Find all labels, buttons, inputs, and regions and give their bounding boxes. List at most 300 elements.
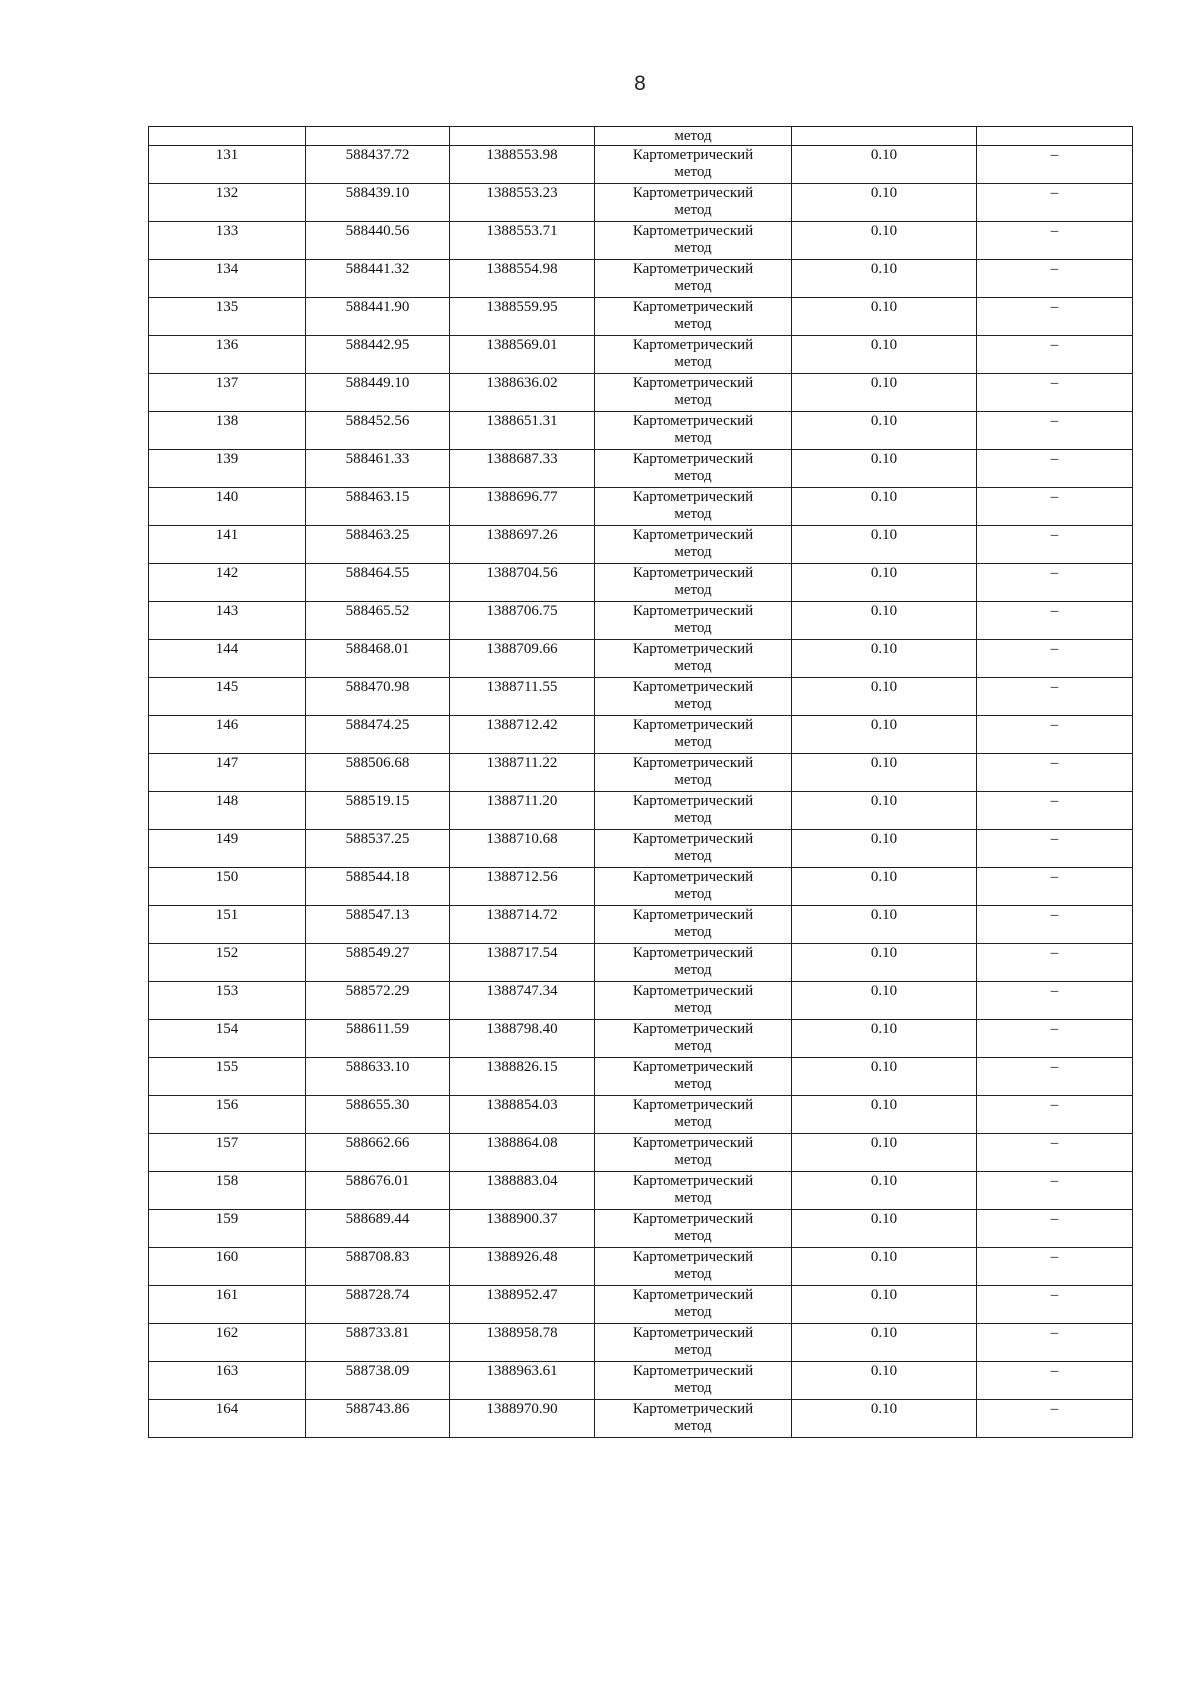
cell-method <box>595 1362 792 1400</box>
cell-number-text: 156 <box>215 1097 239 1113</box>
cell-number <box>149 602 306 640</box>
cell-y-coordinate <box>450 792 595 830</box>
method-line-2: метод <box>674 1190 712 1206</box>
cell-number-text: 136 <box>215 337 239 353</box>
cell-description-text: – <box>1050 147 1059 163</box>
method-text <box>595 564 791 599</box>
method-line-2: метод <box>674 1114 712 1130</box>
cell-accuracy <box>792 1020 977 1058</box>
cell-number-text: 135 <box>215 299 239 315</box>
cell-accuracy <box>792 1400 977 1438</box>
cell-description-text: – <box>1050 679 1059 695</box>
method-line-2: метод <box>674 886 712 902</box>
cell-x-coordinate <box>306 906 450 944</box>
cell-method <box>595 1096 792 1134</box>
cell-number-text: 137 <box>215 375 239 391</box>
cell-accuracy-text: 0.10 <box>870 299 898 315</box>
continuation-row <box>149 127 1133 146</box>
cell-description <box>977 678 1133 716</box>
cell-y-coordinate <box>450 678 595 716</box>
cell-accuracy <box>792 1286 977 1324</box>
cell-y-coordinate <box>450 906 595 944</box>
method-line-1: Картометрический <box>632 1059 754 1075</box>
cell-y-coordinate <box>450 450 595 488</box>
cell-x-coordinate-text: 588506.68 <box>345 755 410 771</box>
cell-method <box>595 678 792 716</box>
cell-number <box>149 1400 306 1438</box>
cell-y-coordinate-text: 1388553.23 <box>486 185 558 201</box>
cell-number <box>149 982 306 1020</box>
cell-number <box>149 830 306 868</box>
cell-accuracy-text: 0.10 <box>870 185 898 201</box>
table-row <box>149 260 1133 298</box>
cell-x-coordinate-text: 588611.59 <box>345 1021 410 1037</box>
cell-number-text: 160 <box>215 1249 239 1265</box>
cell-method <box>595 640 792 678</box>
method-text <box>595 1172 791 1207</box>
cell-number <box>149 944 306 982</box>
method-text <box>595 1248 791 1283</box>
cell-accuracy-text: 0.10 <box>870 1097 898 1113</box>
cell-description <box>977 1058 1133 1096</box>
method-line-2: метод <box>674 1076 712 1092</box>
cell-x-coordinate <box>306 1362 450 1400</box>
cell-accuracy-text: 0.10 <box>870 831 898 847</box>
cell-accuracy-text: 0.10 <box>870 375 898 391</box>
table-row <box>149 1096 1133 1134</box>
cell-y-coordinate-text: 1388553.71 <box>486 223 558 239</box>
method-line-2: метод <box>674 1152 712 1168</box>
cell-method <box>595 260 792 298</box>
cell-description-text: – <box>1050 793 1059 809</box>
cell-y-coordinate <box>450 260 595 298</box>
cell-y-coordinate <box>450 1286 595 1324</box>
method-line-1: Картометрический <box>632 565 754 581</box>
method-line-1: Картометрический <box>632 337 754 353</box>
cell-x-coordinate <box>306 374 450 412</box>
method-text <box>595 184 791 219</box>
cell-x-coordinate-text: 588733.81 <box>345 1325 410 1341</box>
cell-x-coordinate-text: 588465.52 <box>345 603 410 619</box>
cell-method <box>595 412 792 450</box>
method-line-1: Картометрический <box>632 793 754 809</box>
method-text <box>595 1020 791 1055</box>
cell-x-coordinate-text: 588519.15 <box>345 793 410 809</box>
cell-x-coordinate <box>306 298 450 336</box>
cell-accuracy <box>792 868 977 906</box>
method-line-1: Картометрический <box>632 1211 754 1227</box>
cell-description <box>977 944 1133 982</box>
cell-accuracy-text: 0.10 <box>870 641 898 657</box>
cell-x-coordinate-text: 588662.66 <box>345 1135 410 1151</box>
cell-description-text: – <box>1050 1173 1059 1189</box>
cell-x-coordinate <box>306 1248 450 1286</box>
cell-accuracy-text: 0.10 <box>870 717 898 733</box>
cell-accuracy-text: 0.10 <box>870 793 898 809</box>
cell-y-coordinate <box>450 1248 595 1286</box>
cell-accuracy-text: 0.10 <box>870 1249 898 1265</box>
method-line-1: Картометрический <box>632 223 754 239</box>
cell-description <box>977 1400 1133 1438</box>
cell-description-text: – <box>1050 413 1059 429</box>
cell-description-text: – <box>1050 831 1059 847</box>
method-line-2: метод <box>674 734 712 750</box>
cell-x-coordinate-text: 588633.10 <box>345 1059 410 1075</box>
cell-number <box>149 1248 306 1286</box>
cell-accuracy <box>792 450 977 488</box>
cell-description-text: – <box>1050 185 1059 201</box>
method-line-2: метод <box>674 810 712 826</box>
cell-y-coordinate-text: 1388704.56 <box>486 565 558 581</box>
cell-number-text: 151 <box>215 907 239 923</box>
continuation-cell-accuracy <box>792 127 977 146</box>
cell-y-coordinate-text: 1388711.55 <box>486 679 558 695</box>
method-text <box>595 298 791 333</box>
method-line-1: Картометрический <box>632 527 754 543</box>
cell-accuracy-text: 0.10 <box>870 451 898 467</box>
cell-x-coordinate <box>306 412 450 450</box>
table-row <box>149 1172 1133 1210</box>
cell-number-text: 139 <box>215 451 239 467</box>
table-row <box>149 754 1133 792</box>
method-text <box>595 1324 791 1359</box>
cell-number-text: 161 <box>215 1287 239 1303</box>
cell-description-text: – <box>1050 451 1059 467</box>
cell-description-text: – <box>1050 869 1059 885</box>
table-row <box>149 184 1133 222</box>
cell-y-coordinate <box>450 716 595 754</box>
cell-accuracy <box>792 754 977 792</box>
method-line-2: метод <box>674 240 712 256</box>
method-text <box>595 716 791 751</box>
table-row <box>149 488 1133 526</box>
table-row <box>149 792 1133 830</box>
cell-description <box>977 564 1133 602</box>
cell-x-coordinate <box>306 678 450 716</box>
cell-description <box>977 1248 1133 1286</box>
cell-x-coordinate <box>306 830 450 868</box>
cell-y-coordinate-text: 1388711.20 <box>486 793 558 809</box>
cell-number <box>149 412 306 450</box>
cell-number <box>149 792 306 830</box>
cell-accuracy-text: 0.10 <box>870 1363 898 1379</box>
method-line-1: Картометрический <box>632 603 754 619</box>
cell-x-coordinate-text: 588441.32 <box>345 261 410 277</box>
cell-accuracy <box>792 944 977 982</box>
cell-y-coordinate <box>450 1020 595 1058</box>
cell-accuracy-text: 0.10 <box>870 945 898 961</box>
method-line-2: метод <box>674 658 712 674</box>
cell-description <box>977 754 1133 792</box>
method-line-1: Картометрический <box>632 375 754 391</box>
method-line-1: Картометрический <box>632 1401 754 1417</box>
cell-method <box>595 184 792 222</box>
cell-accuracy <box>792 1096 977 1134</box>
cell-x-coordinate-text: 588470.98 <box>345 679 410 695</box>
cell-method <box>595 1020 792 1058</box>
cell-number-text: 132 <box>215 185 239 201</box>
cell-accuracy <box>792 222 977 260</box>
method-text <box>595 1096 791 1131</box>
cell-description <box>977 830 1133 868</box>
method-text <box>595 412 791 447</box>
continuation-method-text: метод <box>674 128 712 144</box>
cell-x-coordinate-text: 588439.10 <box>345 185 410 201</box>
method-line-2: метод <box>674 582 712 598</box>
cell-accuracy <box>792 1210 977 1248</box>
cell-y-coordinate-text: 1388554.98 <box>486 261 558 277</box>
cell-x-coordinate <box>306 1172 450 1210</box>
method-line-2: метод <box>674 468 712 484</box>
cell-number-text: 144 <box>215 641 239 657</box>
cell-accuracy-text: 0.10 <box>870 261 898 277</box>
table-row <box>149 1058 1133 1096</box>
cell-x-coordinate <box>306 488 450 526</box>
method-line-2: метод <box>674 1342 712 1358</box>
cell-accuracy-text: 0.10 <box>870 527 898 543</box>
cell-method <box>595 298 792 336</box>
cell-y-coordinate-text: 1388883.04 <box>486 1173 558 1189</box>
cell-x-coordinate <box>306 222 450 260</box>
cell-number-text: 141 <box>215 527 239 543</box>
cell-accuracy <box>792 678 977 716</box>
cell-description <box>977 716 1133 754</box>
cell-number-text: 153 <box>215 983 239 999</box>
cell-number <box>149 1210 306 1248</box>
cell-y-coordinate <box>450 1172 595 1210</box>
cell-accuracy <box>792 716 977 754</box>
cell-y-coordinate <box>450 1096 595 1134</box>
cell-y-coordinate <box>450 1210 595 1248</box>
cell-method <box>595 146 792 184</box>
cell-method <box>595 906 792 944</box>
method-line-2: метод <box>674 848 712 864</box>
method-text <box>595 526 791 561</box>
cell-method <box>595 602 792 640</box>
method-text <box>595 944 791 979</box>
cell-description-text: – <box>1050 1287 1059 1303</box>
method-text <box>595 450 791 485</box>
cell-description-text: – <box>1050 1249 1059 1265</box>
cell-y-coordinate-text: 1388709.66 <box>486 641 558 657</box>
cell-y-coordinate-text: 1388747.34 <box>486 983 558 999</box>
cell-number <box>149 1362 306 1400</box>
cell-number <box>149 868 306 906</box>
cell-description <box>977 450 1133 488</box>
cell-accuracy <box>792 298 977 336</box>
cell-x-coordinate <box>306 944 450 982</box>
cell-description <box>977 1020 1133 1058</box>
cell-method <box>595 526 792 564</box>
method-text <box>595 222 791 257</box>
cell-description-text: – <box>1050 717 1059 733</box>
cell-description <box>977 336 1133 374</box>
cell-x-coordinate <box>306 602 450 640</box>
cell-accuracy <box>792 260 977 298</box>
method-line-2: метод <box>674 696 712 712</box>
cell-description-text: – <box>1050 907 1059 923</box>
cell-y-coordinate-text: 1388636.02 <box>486 375 558 391</box>
method-line-1: Картометрический <box>632 1287 754 1303</box>
method-text <box>595 374 791 409</box>
cell-y-coordinate <box>450 564 595 602</box>
cell-number <box>149 678 306 716</box>
cell-y-coordinate <box>450 374 595 412</box>
cell-description <box>977 1362 1133 1400</box>
table-row <box>149 906 1133 944</box>
cell-x-coordinate <box>306 1096 450 1134</box>
cell-method <box>595 1210 792 1248</box>
method-line-1: Картометрический <box>632 413 754 429</box>
cell-method <box>595 944 792 982</box>
cell-description-text: – <box>1050 527 1059 543</box>
cell-x-coordinate <box>306 1210 450 1248</box>
cell-number <box>149 526 306 564</box>
method-line-1: Картометрический <box>632 755 754 771</box>
cell-description <box>977 792 1133 830</box>
table-row <box>149 1248 1133 1286</box>
cell-x-coordinate-text: 588464.55 <box>345 565 410 581</box>
cell-y-coordinate-text: 1388687.33 <box>486 451 558 467</box>
cell-number <box>149 906 306 944</box>
cell-x-coordinate <box>306 184 450 222</box>
continuation-cell-x <box>306 127 450 146</box>
method-line-1: Картометрический <box>632 1249 754 1265</box>
method-line-1: Картометрический <box>632 641 754 657</box>
method-text <box>595 678 791 713</box>
cell-x-coordinate-text: 588468.01 <box>345 641 410 657</box>
table-row <box>149 450 1133 488</box>
method-text <box>595 1210 791 1245</box>
cell-description <box>977 374 1133 412</box>
cell-description <box>977 222 1133 260</box>
method-line-1: Картометрический <box>632 831 754 847</box>
cell-number <box>149 1134 306 1172</box>
cell-number-text: 159 <box>215 1211 239 1227</box>
cell-accuracy-text: 0.10 <box>870 1021 898 1037</box>
cell-x-coordinate <box>306 260 450 298</box>
method-line-2: метод <box>674 1266 712 1282</box>
continuation-cell-method <box>595 127 792 146</box>
cell-accuracy-text: 0.10 <box>870 983 898 999</box>
cell-x-coordinate-text: 588463.15 <box>345 489 410 505</box>
method-line-2: метод <box>674 1304 712 1320</box>
cell-accuracy-text: 0.10 <box>870 1135 898 1151</box>
cell-description-text: – <box>1050 1097 1059 1113</box>
cell-accuracy <box>792 488 977 526</box>
cell-number-text: 146 <box>215 717 239 733</box>
cell-x-coordinate-text: 588655.30 <box>345 1097 410 1113</box>
cell-x-coordinate-text: 588738.09 <box>345 1363 410 1379</box>
cell-y-coordinate <box>450 526 595 564</box>
method-text <box>595 1362 791 1397</box>
cell-y-coordinate-text: 1388710.68 <box>486 831 558 847</box>
cell-y-coordinate <box>450 602 595 640</box>
cell-description-text: – <box>1050 337 1059 353</box>
cell-description-text: – <box>1050 1059 1059 1075</box>
method-text <box>595 1058 791 1093</box>
cell-description <box>977 298 1133 336</box>
table-row <box>149 830 1133 868</box>
method-text <box>595 868 791 903</box>
cell-method <box>595 1286 792 1324</box>
cell-description <box>977 982 1133 1020</box>
cell-number-text: 142 <box>215 565 239 581</box>
cell-y-coordinate <box>450 412 595 450</box>
cell-accuracy-text: 0.10 <box>870 907 898 923</box>
method-line-2: метод <box>674 164 712 180</box>
cell-y-coordinate-text: 1388569.01 <box>486 337 558 353</box>
cell-y-coordinate-text: 1388963.61 <box>486 1363 558 1379</box>
cell-x-coordinate <box>306 1286 450 1324</box>
cell-x-coordinate <box>306 1400 450 1438</box>
cell-y-coordinate-text: 1388900.37 <box>486 1211 558 1227</box>
method-line-2: метод <box>674 962 712 978</box>
cell-number <box>149 450 306 488</box>
cell-y-coordinate-text: 1388952.47 <box>486 1287 558 1303</box>
method-line-2: метод <box>674 1380 712 1396</box>
method-line-2: метод <box>674 202 712 218</box>
cell-accuracy <box>792 640 977 678</box>
cell-x-coordinate <box>306 450 450 488</box>
cell-accuracy <box>792 906 977 944</box>
cell-y-coordinate-text: 1388826.15 <box>486 1059 558 1075</box>
cell-y-coordinate <box>450 1324 595 1362</box>
cell-number <box>149 1324 306 1362</box>
cell-accuracy-text: 0.10 <box>870 223 898 239</box>
table-row <box>149 868 1133 906</box>
cell-number-text: 147 <box>215 755 239 771</box>
cell-method <box>595 830 792 868</box>
method-text <box>595 602 791 637</box>
cell-x-coordinate-text: 588728.74 <box>345 1287 410 1303</box>
cell-x-coordinate-text: 588463.25 <box>345 527 410 543</box>
cell-accuracy <box>792 982 977 1020</box>
cell-x-coordinate <box>306 564 450 602</box>
cell-x-coordinate <box>306 526 450 564</box>
cell-number <box>149 146 306 184</box>
cell-number <box>149 184 306 222</box>
cell-number <box>149 1020 306 1058</box>
cell-accuracy <box>792 602 977 640</box>
cell-y-coordinate-text: 1388926.48 <box>486 1249 558 1265</box>
cell-accuracy-text: 0.10 <box>870 1325 898 1341</box>
cell-x-coordinate-text: 588549.27 <box>345 945 410 961</box>
cell-accuracy <box>792 412 977 450</box>
cell-description-text: – <box>1050 755 1059 771</box>
cell-number-text: 154 <box>215 1021 239 1037</box>
cell-y-coordinate-text: 1388714.72 <box>486 907 558 923</box>
cell-accuracy-text: 0.10 <box>870 337 898 353</box>
cell-description-text: – <box>1050 489 1059 505</box>
continuation-cell-number <box>149 127 306 146</box>
cell-accuracy <box>792 526 977 564</box>
table-row <box>149 298 1133 336</box>
cell-accuracy-text: 0.10 <box>870 1173 898 1189</box>
table-row <box>149 982 1133 1020</box>
cell-number-text: 138 <box>215 413 239 429</box>
table-row <box>149 222 1133 260</box>
table-row <box>149 602 1133 640</box>
cell-number <box>149 1058 306 1096</box>
cell-y-coordinate-text: 1388696.77 <box>486 489 558 505</box>
cell-x-coordinate-text: 588676.01 <box>345 1173 410 1189</box>
table-row <box>149 1286 1133 1324</box>
method-text <box>595 260 791 295</box>
cell-description-text: – <box>1050 375 1059 391</box>
cell-x-coordinate <box>306 1020 450 1058</box>
method-line-2: метод <box>674 1228 712 1244</box>
